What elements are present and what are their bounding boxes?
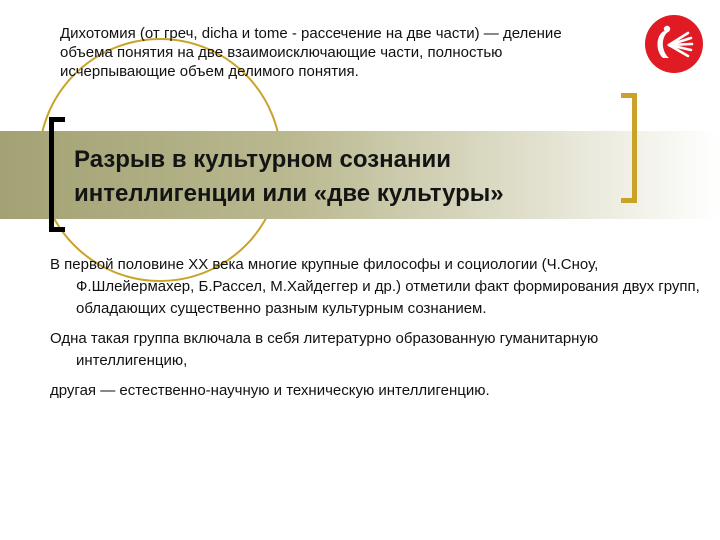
body-text	[50, 254, 700, 402]
slide-title	[74, 143, 634, 211]
paragraph-2: Одна такая группа включала в себя литературно образованную гуманитарную интеллигенцию,	[50, 330, 599, 369]
intro-text: Дихотомия (от греч, dicha и tome - рассечение на две части) — деление объема понятия на две взаимоисключающие части, полностью исчерпывающие объем делимого понятия.	[60, 25, 562, 80]
red-circle-logo-icon	[644, 14, 704, 74]
title-line-1: Разрыв в культурном сознании	[74, 146, 451, 173]
left-bracket	[49, 117, 65, 232]
paragraph-3: другая — естественно-научную и техническую интеллигенцию.	[50, 382, 490, 399]
paragraph-1: В первой половине ХХ века многие крупные философы и социологии (Ч.Сноу, Ф.Шлейермахер, Б.Рассел, М.Хайдеггер и др.) отметили факт формирования двух групп, обладающих существенно разным культурным сознанием.	[50, 256, 700, 317]
title-line-2: интеллигенции или «две культуры»	[74, 180, 504, 207]
